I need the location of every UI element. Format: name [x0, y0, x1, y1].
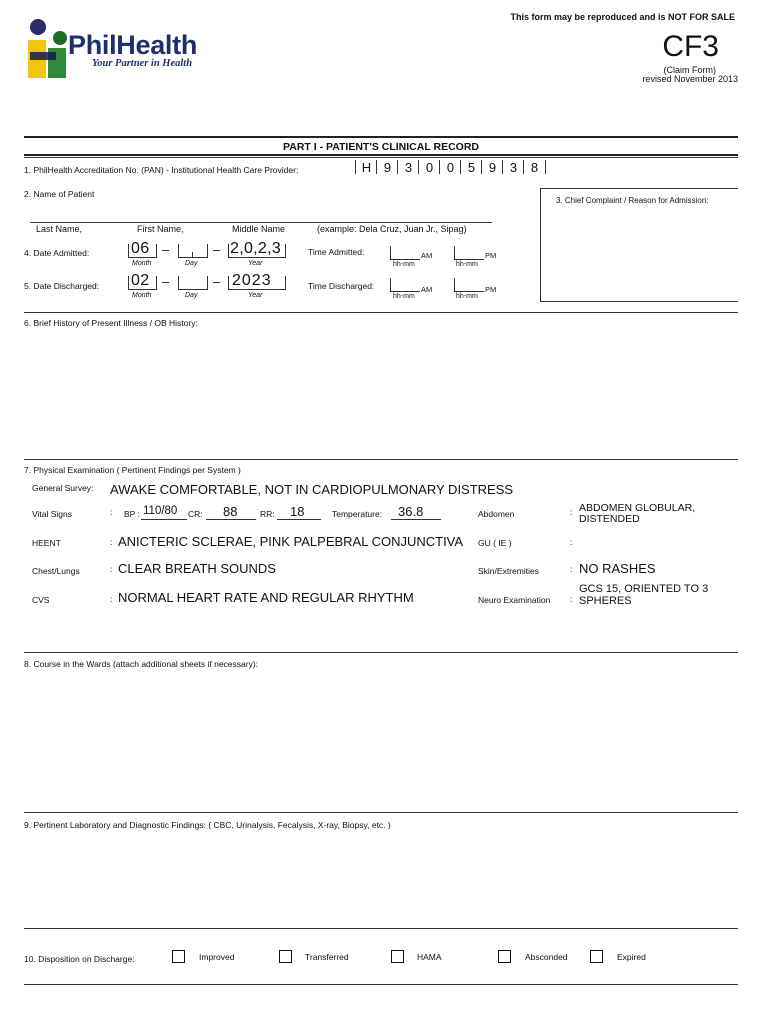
disposition-absconded-label: Absconded	[525, 952, 568, 962]
time-admitted-label: Time Admitted:	[308, 247, 365, 257]
disposition-expired-label: Expired	[617, 952, 646, 962]
disposition-transferred-label: Transferred	[305, 952, 349, 962]
year-caption: Year	[248, 292, 263, 299]
time-admitted-field[interactable]	[390, 244, 500, 274]
history-area[interactable]	[24, 332, 738, 456]
skin-value[interactable]: NO RASHES	[579, 561, 656, 576]
part-title: PART I - PATIENT'S CLINICAL RECORD	[283, 141, 479, 153]
pm-label: PM	[485, 285, 497, 294]
divider	[24, 984, 738, 985]
reproduction-notice: This form may be reproduced and is NOT FOR SALE	[510, 12, 735, 22]
disposition-improved-label: Improved	[199, 952, 235, 962]
pan-digit: 0	[418, 160, 440, 174]
colon: :	[110, 507, 113, 517]
year-caption: Year	[248, 260, 263, 267]
pan-digit: 3	[502, 160, 524, 174]
pan-digit: 3	[397, 160, 419, 174]
pan-digit: 8	[523, 160, 546, 174]
colon: :	[570, 594, 573, 604]
am-label: AM	[421, 251, 433, 260]
rr-label: RR:	[260, 509, 275, 519]
divider	[24, 928, 738, 929]
divider	[24, 136, 738, 138]
first-name-caption: First Name,	[137, 224, 184, 234]
logo-tagline: Your Partner in Health	[92, 58, 193, 69]
date-discharged-label: 5. Date Discharged:	[24, 281, 100, 291]
admit-year-line	[228, 257, 286, 258]
discharge-year-value: 2023	[232, 272, 272, 289]
history-label: 6. Brief History of Present Illness / OB History:	[24, 318, 198, 328]
am-label: AM	[421, 285, 433, 294]
last-name-caption: Last Name,	[36, 224, 83, 234]
name-example: (example: Dela Cruz, Juan Jr., Sipag)	[317, 224, 467, 234]
pan-digit: 5	[460, 160, 482, 174]
bp-value[interactable]: 110/80	[143, 505, 178, 517]
admit-month-line	[128, 257, 157, 258]
disposition-label: 10. Disposition on Discharge:	[24, 954, 135, 964]
discharge-month-value: 02	[131, 272, 150, 289]
colon: :	[570, 564, 573, 574]
disposition-expired-checkbox[interactable]	[590, 950, 603, 963]
logo-wordmark: PhilHealth	[68, 30, 198, 60]
pe-label: 7. Physical Examination ( Pertinent Findings per System )	[24, 465, 241, 475]
divider	[24, 812, 738, 813]
form-type: (Claim Form)	[663, 65, 716, 75]
course-area[interactable]	[24, 672, 738, 808]
philhealth-logo	[26, 18, 244, 80]
month-caption: Month	[132, 260, 152, 267]
pm-label: PM	[485, 251, 497, 260]
neuro-label: Neuro Examination	[478, 595, 551, 605]
chief-complaint-box[interactable]	[540, 188, 738, 302]
pan-digit: H	[355, 160, 377, 174]
cvs-label: CVS	[32, 595, 50, 605]
temperature-value[interactable]: 36.8	[398, 504, 424, 519]
bp-label: BP :	[124, 509, 140, 519]
abdomen-value[interactable]: ABDOMEN GLOBULAR, DISTENDED	[579, 502, 696, 525]
form-code: CF3	[662, 30, 719, 63]
date-admitted-field[interactable]: 06 – – 2,0,2,3 Month Day Year	[128, 240, 290, 272]
neuro-value[interactable]: GCS 15, ORIENTED TO 3 SPHERES	[579, 583, 709, 607]
disposition-hama-label: HAMA	[417, 952, 442, 962]
divider	[24, 157, 738, 158]
divider	[24, 154, 738, 156]
name-label: 2. Name of Patient	[24, 189, 95, 199]
disposition-hama-checkbox[interactable]	[391, 950, 404, 963]
name-field[interactable]	[30, 222, 492, 223]
pan-field[interactable]	[355, 160, 548, 176]
colon: :	[110, 537, 113, 547]
colon: :	[570, 537, 573, 547]
pan-label: 1. PhilHealth Accreditation No. (PAN) - Institutional Health Care Provider:	[24, 165, 299, 175]
admit-year-value: 2,0,2,3	[230, 240, 282, 257]
time-discharged-label: Time Discharged:	[308, 281, 375, 291]
cr-label: CR:	[188, 509, 203, 519]
hhmm-caption: hh-mm	[393, 293, 415, 300]
pan-digit: 9	[376, 160, 398, 174]
colon: :	[570, 507, 573, 517]
time-discharged-field[interactable]	[390, 276, 500, 306]
heent-label: HEENT	[32, 538, 61, 548]
chest-lungs-label: Chest/Lungs	[32, 566, 80, 576]
month-caption: Month	[132, 292, 152, 299]
hhmm-caption: hh-mm	[456, 261, 478, 268]
day-caption: Day	[185, 260, 198, 267]
abdomen-label: Abdomen	[478, 509, 515, 519]
rr-value[interactable]: 18	[290, 504, 305, 519]
divider	[24, 312, 738, 313]
admit-month-value: 06	[131, 240, 150, 257]
pan-digit: 0	[439, 160, 461, 174]
general-survey-label: General Survey:	[32, 483, 94, 493]
skin-label: Skin/Extremities	[478, 566, 539, 576]
logo-figure-icon	[26, 18, 70, 80]
disposition-improved-checkbox[interactable]	[172, 950, 185, 963]
chief-complaint-label: 3. Chief Complaint / Reason for Admission:	[556, 196, 709, 205]
disposition-transferred-checkbox[interactable]	[279, 950, 292, 963]
form-revision: revised November 2013	[642, 74, 738, 84]
day-caption: Day	[185, 292, 198, 299]
divider	[24, 459, 738, 460]
colon: :	[110, 594, 113, 604]
vital-signs-label: Vital Signs	[32, 509, 73, 519]
cr-value[interactable]: 88	[223, 504, 238, 519]
disposition-absconded-checkbox[interactable]	[498, 950, 511, 963]
date-discharged-field[interactable]: 02 – – 2023 Month Day Year	[128, 272, 290, 304]
hhmm-caption: hh-mm	[393, 261, 415, 268]
cvs-value[interactable]: NORMAL HEART RATE AND REGULAR RHYTHM	[118, 590, 414, 605]
gu-label: GU ( IE )	[478, 538, 512, 548]
lab-label: 9. Pertinent Laboratory and Diagnostic Findings: ( CBC, Urinalysis, Fecalysis, X-ray, Biopsy, etc. )	[24, 820, 391, 830]
heent-value[interactable]: ANICTERIC SCLERAE, PINK PALPEBRAL CONJUNCTIVA	[118, 534, 464, 549]
pan-digit: 9	[481, 160, 503, 174]
divider	[24, 652, 738, 653]
date-admitted-label: 4. Date Admitted:	[24, 248, 90, 258]
hhmm-caption: hh-mm	[456, 293, 478, 300]
chest-lungs-value[interactable]: CLEAR BREATH SOUNDS	[118, 561, 276, 576]
general-survey-value[interactable]: AWAKE COMFORTABLE, NOT IN CARDIOPULMONARY DISTRESS	[110, 482, 514, 497]
course-label: 8. Course in the Wards (attach additional sheets if necessary):	[24, 659, 259, 669]
admit-day-line	[178, 257, 208, 258]
colon: :	[110, 564, 113, 574]
middle-name-caption: Middle Name	[232, 224, 286, 234]
lab-area[interactable]	[24, 834, 738, 924]
temperature-label: Temperature:	[332, 509, 383, 519]
